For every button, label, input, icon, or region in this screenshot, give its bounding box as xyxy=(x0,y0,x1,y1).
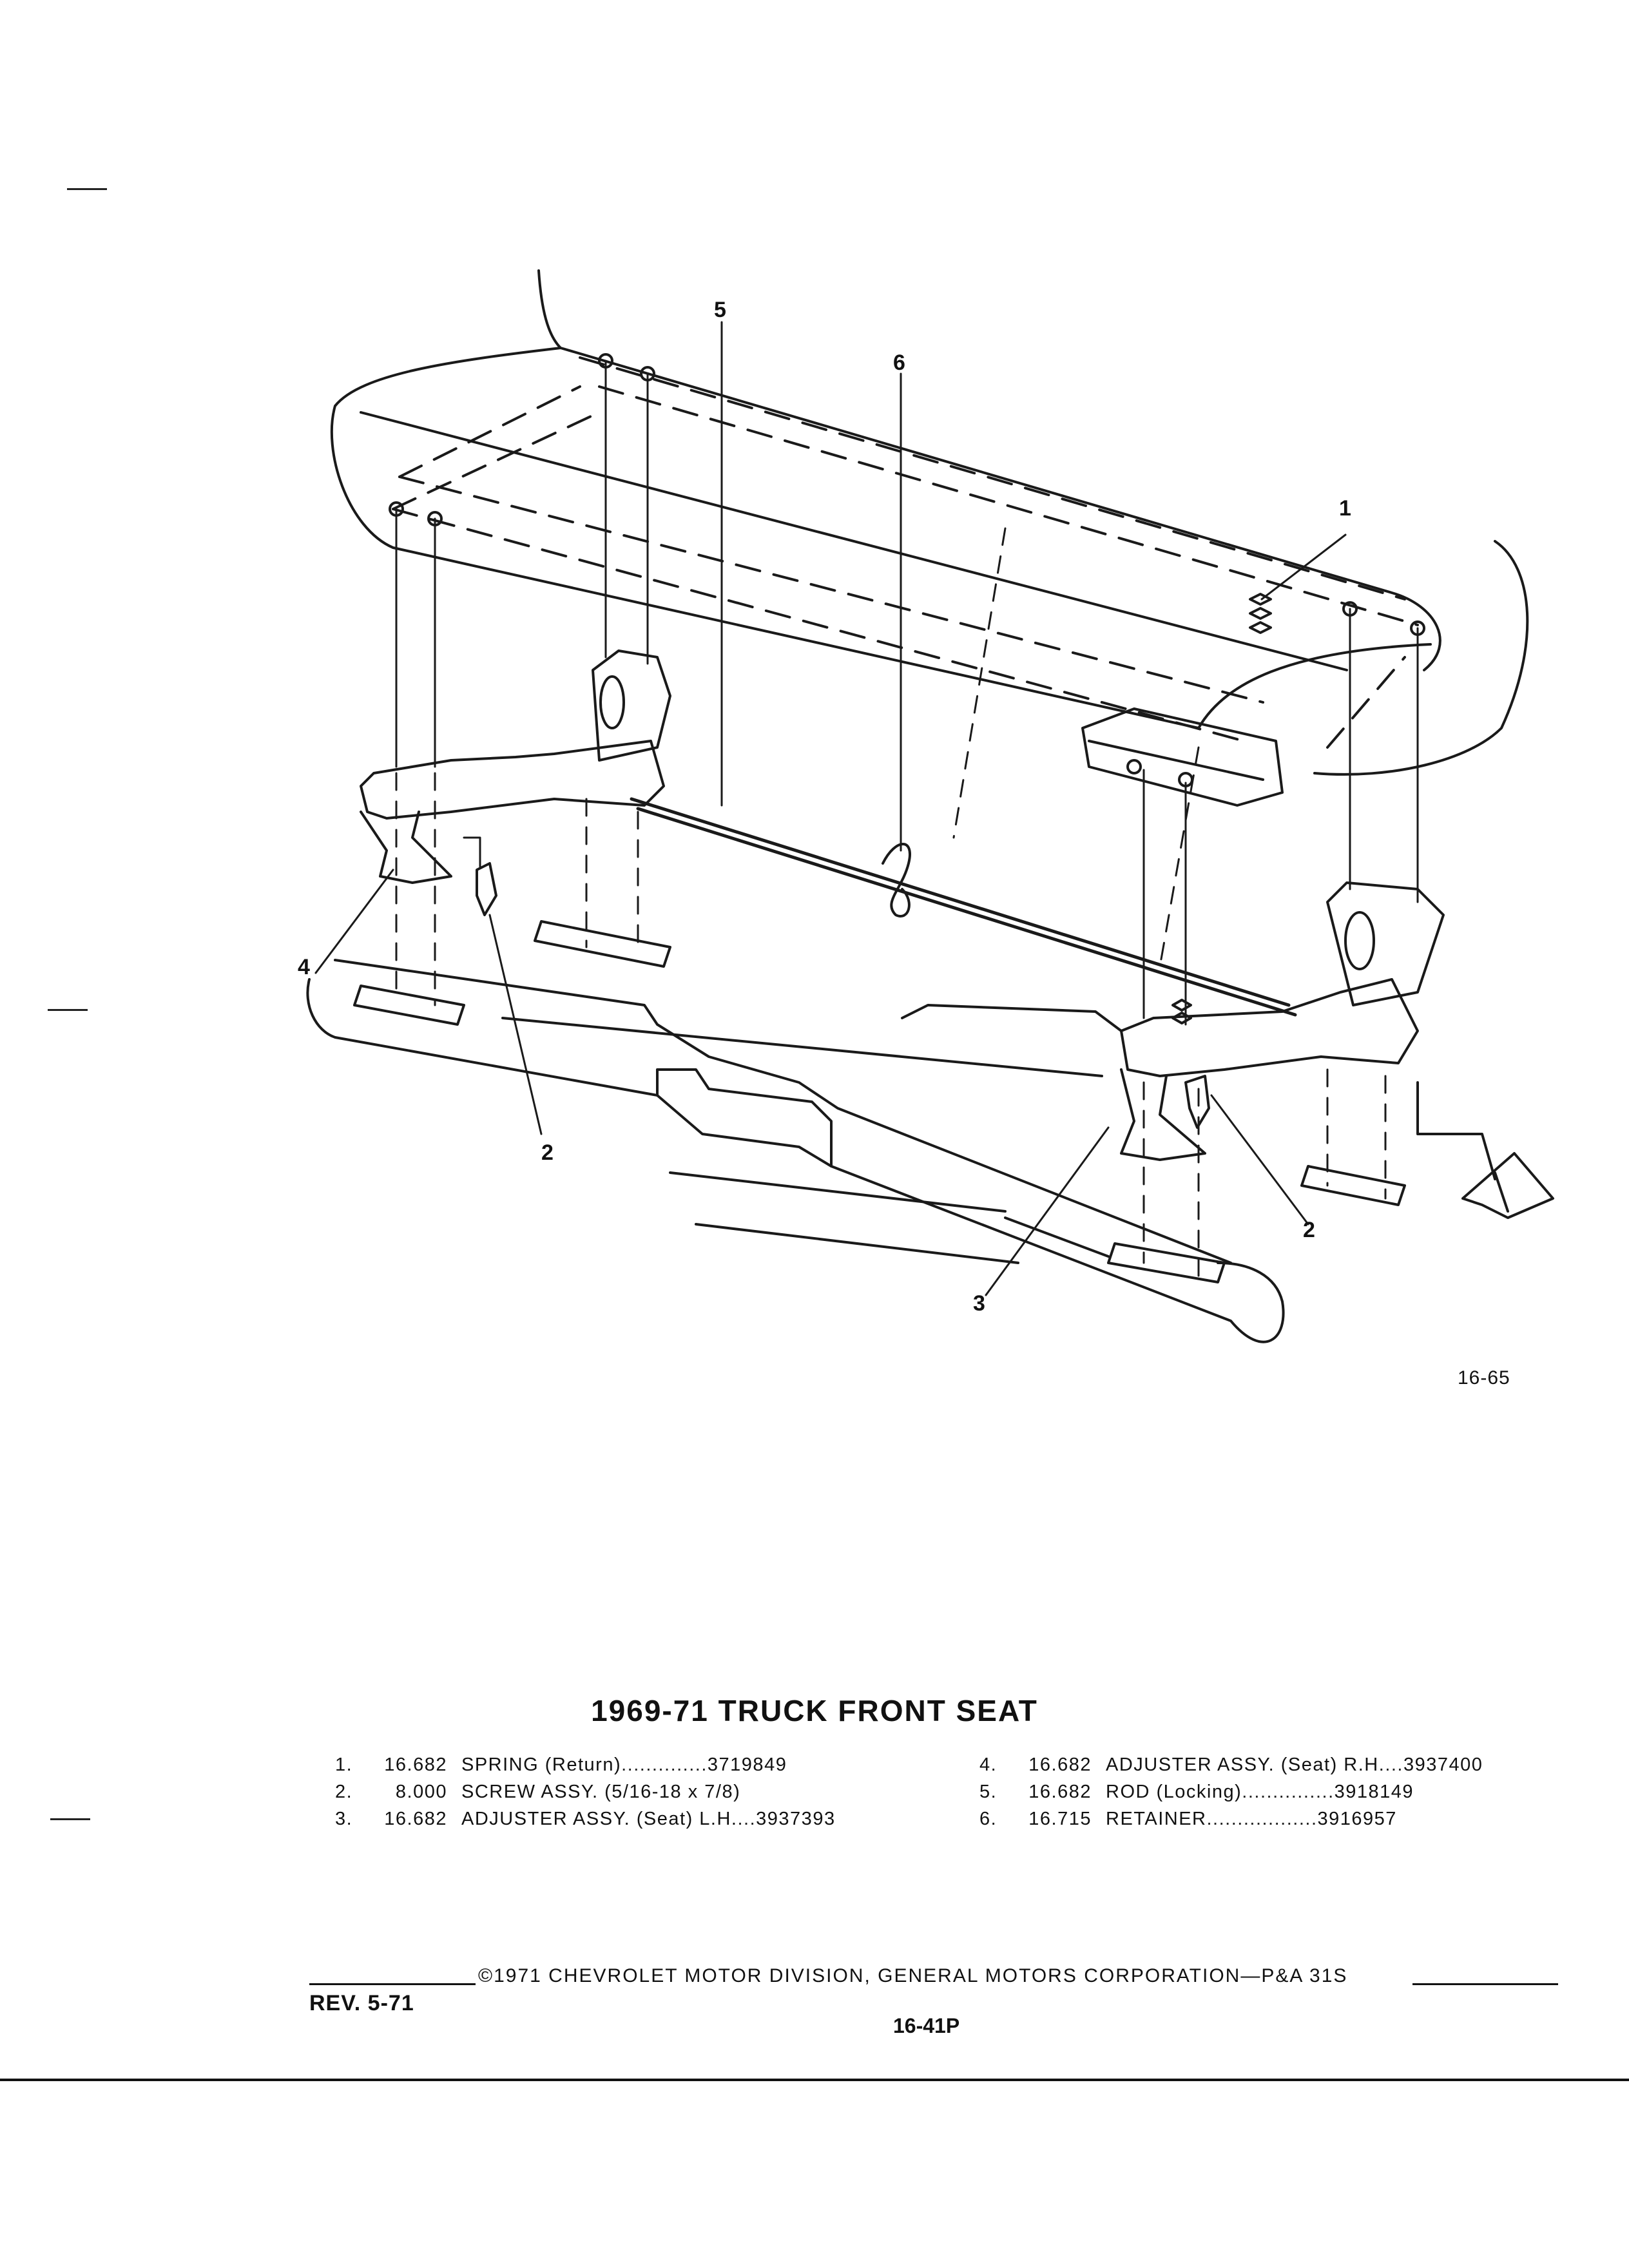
footer-rule-left xyxy=(309,1983,476,1985)
copyright-notice: ©1971 CHEVROLET MOTOR DIVISION, GENERAL MOTORS CORPORATION—P&A 31S xyxy=(478,1965,1348,1986)
corner-bracket xyxy=(1463,1153,1553,1218)
part-row xyxy=(335,1751,836,1778)
locking-rod xyxy=(631,799,1295,1015)
part-row xyxy=(335,1778,836,1805)
part-description: ADJUSTER ASSY. (Seat) L.H. xyxy=(461,1809,738,1829)
bolt-left xyxy=(477,863,496,915)
bolt-right xyxy=(1186,1076,1209,1128)
revision-label: REV. 5-71 xyxy=(309,1991,414,2015)
part-index: 4. xyxy=(979,1754,998,1775)
part-number: 3937400 xyxy=(1403,1754,1483,1775)
part-number: 3918149 xyxy=(1334,1782,1414,1802)
seat-studs xyxy=(390,354,1424,786)
callout-1: 1 xyxy=(1339,496,1351,521)
bottom-rule xyxy=(0,2079,1629,2081)
page-title: 1969-71 TRUCK FRONT SEAT xyxy=(591,1694,1038,1727)
spring-right xyxy=(1173,1000,1191,1023)
footer-rule-right xyxy=(1412,1983,1558,1985)
part-row xyxy=(979,1805,1483,1832)
part-row xyxy=(979,1778,1483,1805)
callout-3: 3 xyxy=(973,1291,985,1316)
callout-2: 2 xyxy=(541,1140,554,1165)
hidden-frame-lines xyxy=(393,358,1418,747)
part-row xyxy=(979,1751,1483,1778)
callout-4: 4 xyxy=(298,955,310,979)
part-group: 16.682 xyxy=(384,1809,447,1829)
part-dots: ... xyxy=(737,1809,757,1829)
part-index: 5. xyxy=(979,1782,998,1802)
part-description: ADJUSTER ASSY. (Seat) R.H. xyxy=(1106,1754,1385,1775)
margin-mark xyxy=(50,1818,90,1820)
seat-back-curve xyxy=(1315,541,1527,774)
left-adjuster xyxy=(361,741,664,818)
part-dots: ... xyxy=(1385,1754,1403,1775)
seat-cushion-outline xyxy=(332,271,1440,728)
spring-top xyxy=(1250,594,1271,633)
parts-list-right xyxy=(979,1751,1483,1832)
part-description: RETAINER xyxy=(1106,1809,1207,1829)
part-group: 16.682 xyxy=(1028,1754,1092,1775)
floor-base-outline xyxy=(307,979,1283,1342)
part-dots: .............. xyxy=(621,1754,708,1775)
floor-pads xyxy=(354,921,1405,1282)
part-index: 6. xyxy=(979,1809,998,1829)
callout-2: 2 xyxy=(1303,1218,1315,1242)
part-description: SCREW ASSY. (5/16-18 x 7/8) xyxy=(461,1782,741,1802)
callout-6: 6 xyxy=(893,351,905,375)
part-index: 2. xyxy=(335,1782,353,1802)
figure-number: 16-65 xyxy=(1458,1367,1510,1389)
part-description: SPRING (Return) xyxy=(461,1754,622,1775)
part-number: 3937393 xyxy=(756,1809,836,1829)
part-index: 3. xyxy=(335,1809,353,1829)
parts-list-left xyxy=(335,1751,836,1832)
part-description: ROD (Locking) xyxy=(1106,1782,1242,1802)
part-group: 16.682 xyxy=(384,1754,447,1775)
part-dots: ............... xyxy=(1242,1782,1335,1802)
part-group: 8.000 xyxy=(395,1782,447,1802)
part-index: 1. xyxy=(335,1754,353,1775)
right-adjuster xyxy=(1121,979,1418,1076)
callout-5: 5 xyxy=(714,298,726,322)
part-number: 3719849 xyxy=(707,1754,787,1775)
part-group: 16.682 xyxy=(1028,1782,1092,1802)
part-group: 16.715 xyxy=(1028,1809,1092,1829)
part-number: 3916957 xyxy=(1317,1809,1397,1829)
part-row xyxy=(335,1805,836,1832)
part-dots: .................. xyxy=(1206,1809,1318,1829)
page-number: 16-41P xyxy=(893,2014,960,2037)
